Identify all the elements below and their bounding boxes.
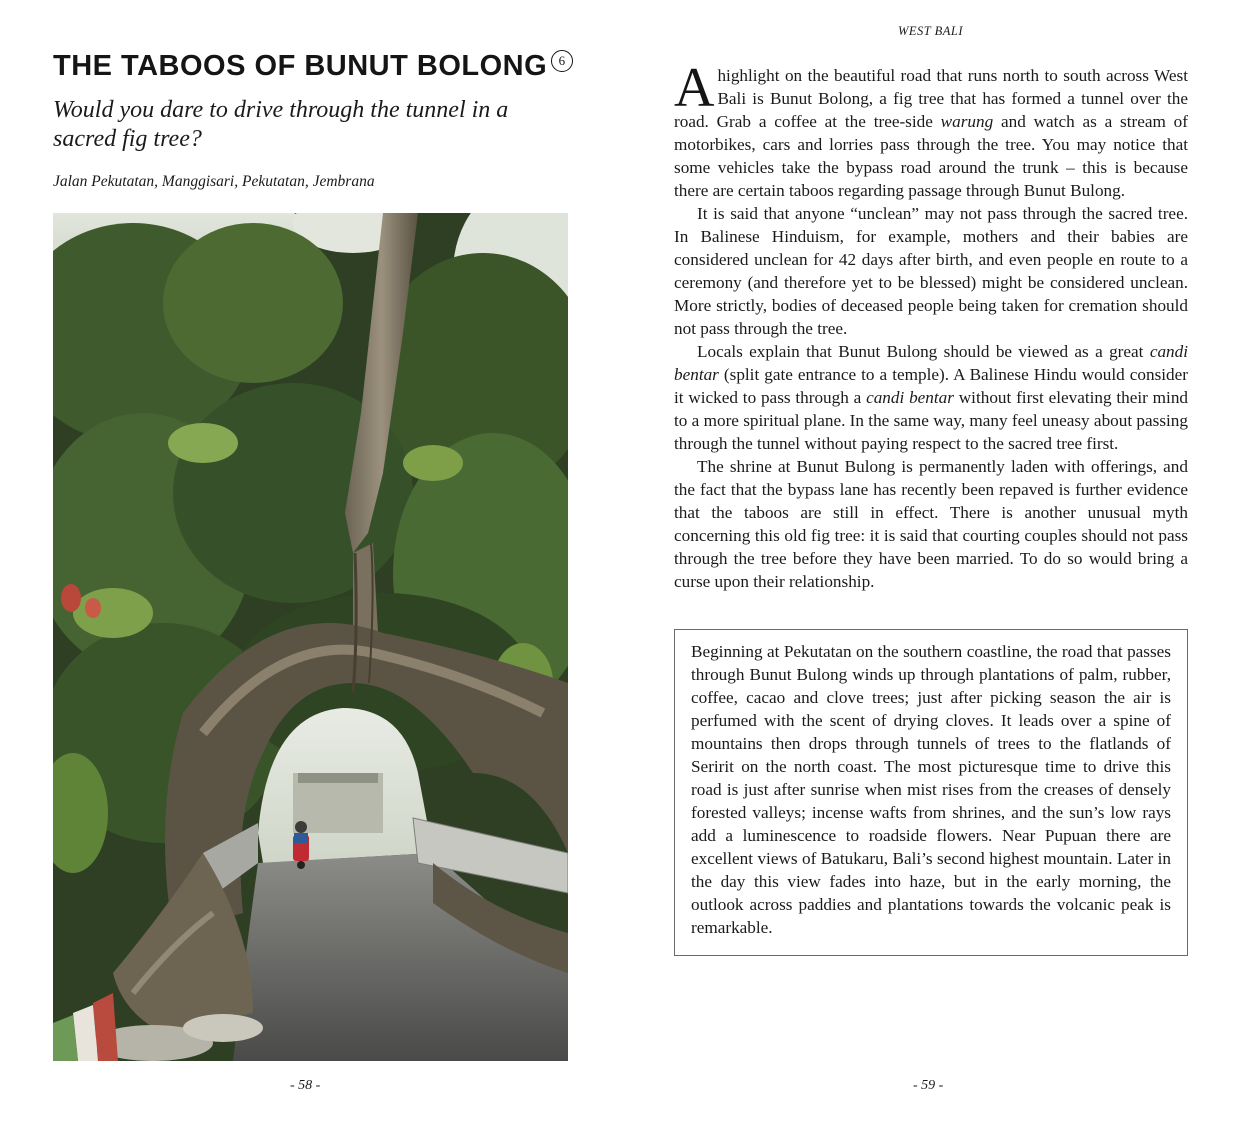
paragraph-4 (674, 455, 1188, 593)
running-head: WEST BALI (898, 24, 964, 38)
drop-cap: A (674, 57, 715, 119)
italic-term: candi bentar (674, 342, 1188, 384)
paragraph-2 (674, 202, 1188, 340)
paragraph-1 (674, 57, 1188, 202)
entry-number-badge: 6 (551, 50, 573, 72)
text-segment: It is said that anyone “unclean” may not pass through the sacred tree. In Balinese Hinduism, for example, mothers and their babies are considered unclean for 42 days after birth, and even people en route to a ceremony (and therefore yet to be blessed) might be considered unclean. More strictly, bodies of deceased people being taken for cremation should not pass through the tree. (674, 204, 1188, 338)
text-segment: Locals explain that Bunut Bulong should be viewed as a great (697, 342, 1150, 361)
location-address: Jalan Pekutatan, Manggisari, Pekutatan, Jembrana (53, 173, 375, 190)
text-segment: without first elevating their mind to a more spiritual plane. In the same way, many feel uneasy about passing through the tunnel without paying respect to the sacred tree first. (674, 388, 1189, 453)
text-segment: and watch as a stream of motorbikes, cars and lorries pass through the tree. You may notice that some vehicles take the bypass road around the trunk – this is because there are certain taboos regarding passage through Bunut Bulong. (674, 112, 1188, 200)
page-subtitle: Would you dare to drive through the tunnel in a sacred fig tree? (53, 97, 509, 152)
italic-term: warung (940, 112, 994, 131)
title-text: THE TABOOS OF BUNUT BOLONG (53, 50, 548, 82)
text-segment: The shrine at Bunut Bulong is permanently laden with offerings, and the fact that the bypass lane has recently been repaved is further evidence that the taboos are still in effect. There is another unusual myth concerning this old fig tree: it is said that courting couples should not pass through the tree before they have been married. To do so would bring a curse upon their relationship. (674, 457, 1188, 591)
paragraph-3 (674, 340, 1188, 455)
text-segment: (split gate entrance to a temple). A Balinese Hindu would consider it wicked to pass through a (674, 365, 1188, 407)
left-page (0, 0, 620, 1123)
page-number-right: - 59 - (913, 1078, 944, 1093)
article-body (674, 57, 1189, 593)
italic-term: candi bentar (866, 388, 954, 407)
page-number-left: - 58 - (290, 1078, 321, 1093)
page-title (53, 50, 573, 83)
text-segment: highlight on the beautiful road that runs north to south across West Bali is Bunut Bolong, a fig tree that has formed a tunnel over the road. Grab a coffee at the tree-side (674, 66, 1188, 131)
sidebar-box: Beginning at Pekutatan on the southern coastline, the road that passes through Bunut Bulong winds up through plantations of palm, rubber, coffee, cacao and clove trees; just after picking season the air is perfumed with the scent of drying cloves. It leads over a spine of mountains then drops through tunnels of trees to the flatlands of Seririt on the north coast. The most picturesque time to drive this road is just after sunrise when mist rises from the creases of densely forested valleys; incense wafts from shrines, and the sun’s low rays add a luminescence to roadside flowers. Near Pupuan there are excellent views of Batukaru, Bali’s second highest mountain. Later in the day this view fades into haze, but in the early morning, the outlook across paddies and plantations towards the volcanic peak is remarkable. (674, 629, 1188, 956)
fig-tree-tunnel-photo (53, 213, 568, 1061)
right-page (620, 0, 1241, 1123)
